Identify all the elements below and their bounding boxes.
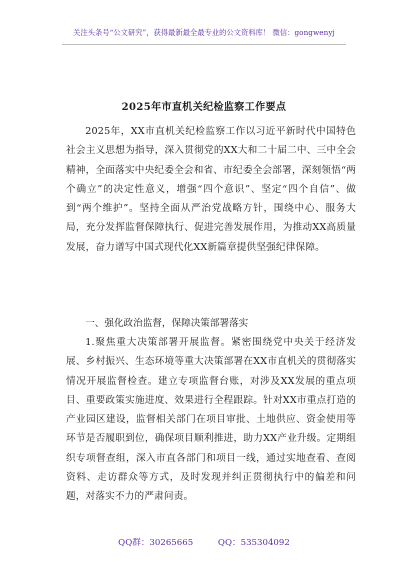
qq-number: QQ：535304092 — [217, 538, 290, 548]
header-note: 关注头条号“公文研究”，获得最新最全最专业的公文资料库！ 微信：gongwenyj — [73, 28, 335, 37]
section-heading-1: 一、强化政治监督，保障决策部署落实 — [85, 318, 249, 329]
paragraph-decisions-supervision: 1.聚焦重大决策部署开展监督。紧密围绕党中央关于经济发展、乡村振兴、生态环境等重大决策部署在XX市直机关的贯彻落实情况开展监督检查。建立专项监督台账，对涉及XX发展的重点项目、重要政策实施进度、效果进行全程跟踪。针对XX市重点打造的产业园区建设，监督相关部门在项目审批、土地供应、资金使用等环节是否履职到位，确保项目顺利推进，助力XX产业升级。定期组织专项督查组，深入市直各部门和项目一线，通过实地查看、查阅资料、走访群众等方式，及时发现并纠正贯彻执行中的偏差和问题，对落实不力的严肃问责。 — [66, 337, 356, 503]
header-divider — [62, 44, 346, 45]
document-title: 2025年市直机关纪检监察工作要点 — [121, 102, 287, 113]
footer-contact — [0, 536, 408, 548]
qq-group-number: QQ群：30265665 — [118, 538, 194, 548]
paragraph-intro: 2025年，XX市直机关纪检监察工作以习近平新时代中国特色社会主义思想为指导，深入贯彻党的XX大和二十届二中、三中全会精神，全面落实中央纪委全会和省、市纪委全会部署，深刻领悟“两个确立”的决定性意义，增强“四个意识”、坚定“四个自信”、做到“两个维护”。坚持全面从严治党战略方针，围绕中心、服务大局，充分发挥监督保障执行、促进完善发展作用，为推动XX高质量发展，奋力谱写中国式现代化XX新篇章提供坚强纪律保障。 — [66, 126, 356, 253]
